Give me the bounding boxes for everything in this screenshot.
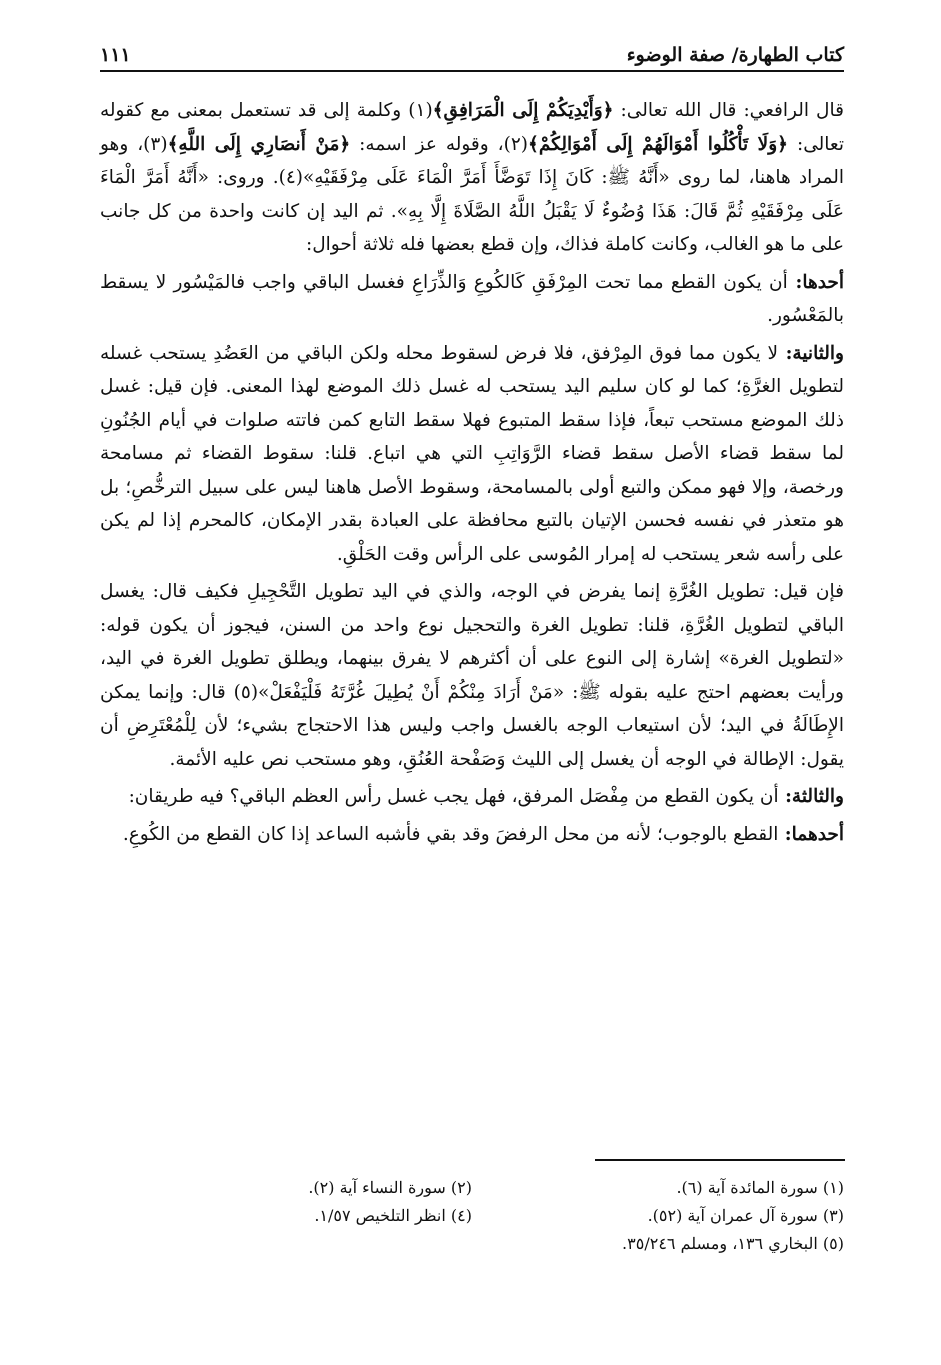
section-lead: أحدهما: <box>778 823 844 845</box>
footnote-separator <box>595 1159 845 1161</box>
quran-verse: ﴿مَنْ أَنصَارِي إِلَى اللَّهِ﴾ <box>167 133 351 155</box>
paragraph-3: والثانية: لا يكون مما فوق المِرْفق، فلا فرض لسقوط محله ولكن الباقي من العَضُدِ يستحب غسله لتطويل الغرَّةِ؛ كما لو كان سليم اليد يستحب له غسل ذلك الموضع لهذا المعنى. فإن قيل: غسل ذلك الموضع مستحب تبعاً، فإذا سقط المتبوع فهلا سقط التابع كمن فاتته صلوات في أيام الجُنُونِ لما سقط قضاء الأصل سقط قضاء الرَّوَاتِبِ التي هي اتباع. قلنا: سقوط القضاء ثم مسامحة ورخصة، وإلا فهو ممكن والتبع أولى بالمسامحة، وسقوط الأصل هاهنا ليس على سبيل الترخُّصِ؛ بل هو متعذر في نفسه فحسن الإتيان بالتبع محافظة على العبادة بقدر الإمكان، كالمحرم إذا لم يكن على رأسه شعر يستحب له إمرار المُوسى على الرأس وقت الحَلْقِ. <box>100 342 844 565</box>
footnote: (١) سورة المائدة آية (٦). <box>676 1178 844 1197</box>
section-lead: والثالثة: <box>778 786 844 807</box>
paragraph-2: أحدها: أن يكون القطع مما تحت المِرْفَقِ كَالكُوعِ وَالذِّرَاعِ فغسل الباقي واجب فالمَيْسُور لا يسقط بالمَعْسُور. <box>100 271 844 326</box>
running-head: كتاب الطهارة/ صفة الوضوء <box>626 44 844 66</box>
footnote-row <box>100 1174 844 1202</box>
footnotes <box>100 1174 844 1258</box>
footnote: (٢) سورة النساء آية (٢). <box>308 1178 472 1197</box>
quran-verse: ﴿وَأَيْدِيَكُمْ إِلَى الْمَرَافِقِ﴾ <box>432 100 614 121</box>
footnote-row <box>100 1230 844 1258</box>
footnote: (٣) سورة آل عمران آية (٥٢). <box>647 1206 844 1225</box>
page-header <box>100 32 844 72</box>
footnote: (٤) انظر التلخيص ١/٥٧. <box>314 1206 472 1225</box>
quran-verse: ﴿وَلَا تَأْكُلُوا أَمْوَالَهُمْ إِلَى أَمْوَالِكُمْ﴾ <box>528 133 789 155</box>
section-lead: والثانية: <box>778 342 844 364</box>
paragraph-5: والثالثة: أن يكون القطع من مِفْصَل المرفق، فهل يجب غسل رأس العظم الباقي؟ فيه طريقان: <box>128 786 844 807</box>
paragraph-6: أحدهما: القطع بالوجوب؛ لأنه من محل الرفضَ وقد بقي فأشبه الساعد إذا كان القطع من الكُوعِ. <box>122 823 844 845</box>
body-text <box>100 94 844 851</box>
section-lead: أحدها: <box>787 271 844 293</box>
paragraph-1: قال الرافعي: قال الله تعالى: ﴿وَأَيْدِيَكُمْ إِلَى الْمَرَافِقِ﴾(١) وكلمة إلى قد تستعمل بمعنى مع كقوله تعالى: ﴿وَلَا تَأْكُلُوا أَمْوَالَهُمْ إِلَى أَمْوَالِكُمْ﴾(٢)، وقوله عز اسمه: ﴿مَنْ أَنصَارِي إِلَى اللَّهِ﴾(٣)، وهو المراد هاهنا، لما روى «أَنَّهُ ﷺ: كَانَ إِذَا تَوَضَّأَ أَمَرَّ الْمَاءَ عَلَى مِرْفَقَيْهِ»(٤). وروى: «أَنَّهُ أَمَرَّ الْمَاءَ عَلَى مِرْفَقَيْهِ ثُمَّ قَالَ: هَذَا وُضُوءٌ لَا يَقْبَلُ اللَّهُ الصَّلَاةَ إِلَّا بِهِ». ثم اليد إن كانت واحدة من كل جانب على ما هو الغالب، وكانت كاملة فذاك، وإن قطع بعضها فله ثلاثة أحوال: <box>100 100 844 255</box>
page-number: ١١١ <box>100 44 131 66</box>
page <box>100 32 844 851</box>
paragraph-4: فإن قيل: تطويل الغُرَّةِ إنما يفرض في الوجه، والذي في اليد تطويل التَّحْجِيلِ فكيف قال: يغسل الباقي لتطويل الغُرَّةِ، قلنا: تطويل الغرة والتحجيل نوع واحد من السنن، فيجوز أن يكون قوله: «لتطويل الغرة» إشارة إلى النوع على أن أكثرهم لا يفرق بينهما، ويطلق تطويل الغرة في اليد، ورأيت بعضهم احتج عليه بقوله ﷺ: «مَنْ أَرَادَ مِنْكُمْ أَنْ يُطِيلَ غُرَّتَهُ فَلْيَفْعَلْ»(٥) قال: وإنما يمكن الإِطَالَةُ في اليد؛ لأن استيعاب الوجه بالغسل واجب وليس هذا الاحتجاج بشيء؛ لأن لِلْمُعْتَرِضِ أن يقول: الإطالة في الوجه أن يغسل إلى الليث وَصَفْحة العُنُقِ، وهو مستحب نص عليه الأئمة. <box>100 581 844 770</box>
footnote-row <box>100 1202 844 1230</box>
footnote: (٥) البخاري ١٣٦، ومسلم ٣٥/٢٤٦. <box>622 1234 844 1253</box>
